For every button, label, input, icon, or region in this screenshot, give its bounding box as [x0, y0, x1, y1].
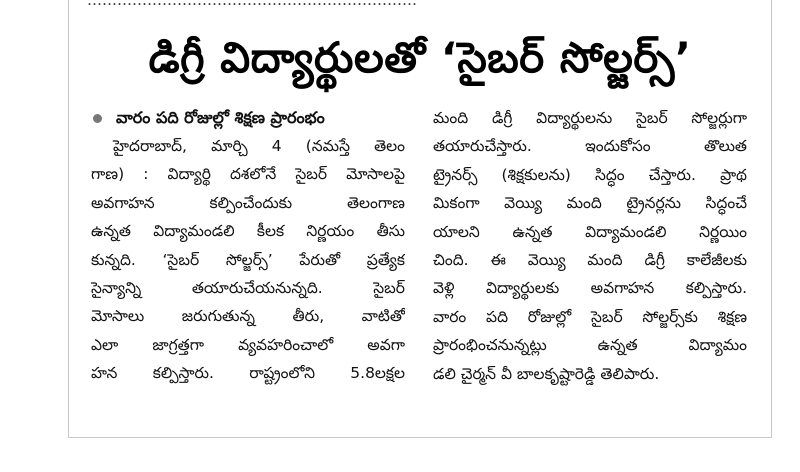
- body-line: ట్రైనర్స్ (శిక్షకులను) సిద్ధం చేస్తారు. ప్రాథ: [433, 165, 747, 184]
- body-line: గాణ) : విద్యార్థి దశలోనే సైబర్ మోసాలపై: [91, 165, 405, 184]
- body-line: కున్నది. ‘సైబర్ సోల్జర్స్’ పేరుతో ప్రత్యేక: [91, 250, 405, 269]
- subheading: [91, 104, 405, 132]
- body-line: యాలని ఉన్నత విద్యామండలి నిర్ణయిం: [433, 222, 747, 241]
- body-line: వారం పది రోజుల్లో సైబర్ సోల్జర్స్‌కు శిక్షణ: [433, 307, 747, 326]
- body-line: మోసాలు జరుగుతున్న తీరు, వాటితో: [91, 307, 405, 326]
- article-headline: డిగ్రీ విద్యార్థులతో ‘సైబర్ సోల్జర్స్’: [148, 33, 692, 82]
- body-line: డలి చైర్మన్ వీ బాలకృష్టారెడ్డి తెలిపారు.: [433, 364, 660, 383]
- body-line: ఎలా జాగ్రత్తగా వ్యవహరించాలో అవగా: [91, 335, 405, 354]
- body-line: చింది. ఈ వెయ్యి మంది డిగ్రీ కాలేజీలకు: [433, 250, 747, 269]
- subheading-text: వారం పది రోజుల్లో శిక్షణ ప్రారంభం: [116, 108, 325, 127]
- body-line: తయారుచేస్తారు. ఇందుకోసం తొలుత: [433, 137, 747, 156]
- body-line: హైదరాబాద్, మార్చి 4 (నమస్తే తెలం: [113, 137, 405, 155]
- body-line: అవగాహన కల్పించేందుకు తెలంగాణ: [91, 193, 405, 212]
- body-line: సైన్యాన్ని తయారుచేయనున్నది. సైబర్: [91, 278, 405, 297]
- body-line: ఉన్నత విద్యామండలి కీలక నిర్ణయం తీసు: [91, 222, 405, 241]
- body-line: వెళ్లి విద్యార్థులకు అవగాహన కల్పిస్తారు.: [433, 279, 747, 298]
- left-column: [91, 104, 405, 388]
- bullet-icon: [93, 114, 102, 123]
- body-line: మంది డిగ్రీ విద్యార్థులను సైబర్ సోల్జర్లుగా: [433, 109, 747, 127]
- body-line: మికంగా వెయ్యి మంది ట్రైనర్లను సిద్ధంచే: [433, 194, 747, 213]
- cut-off-text-line: …………………………………………………………: [87, 0, 417, 9]
- newspaper-clipping: [68, 0, 772, 438]
- right-column: [433, 104, 747, 388]
- body-line: హన కల్పిస్తారు. రాష్ట్రంలోని 5.8లక్షల: [91, 364, 405, 383]
- body-line: ప్రారంభించనున్నట్లు ఉన్నత విద్యామం: [433, 336, 747, 355]
- article-body: [91, 104, 751, 424]
